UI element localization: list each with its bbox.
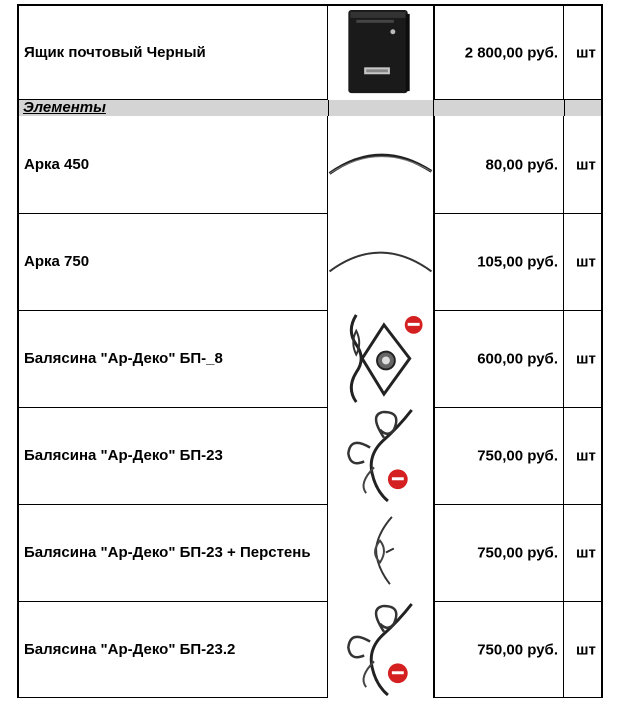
product-name: Арка 750 [24,253,90,270]
unit-cell [564,408,603,505]
product-name-cell [17,116,328,214]
product-image-cell [328,602,433,698]
product-unit: шт [576,544,596,562]
unit-cell [564,505,603,602]
product-image-cell [328,408,433,505]
product-unit: шт [576,253,596,271]
product-price: 750,00 руб. [477,544,558,562]
product-unit: шт [576,44,596,61]
product-name: Ящик почтовый Черный [24,43,206,61]
product-image-cell [328,6,433,100]
product-name: Арка 450 [24,155,90,173]
section-header [17,100,603,116]
product-image-cell [328,214,433,311]
table-row [17,116,603,214]
price-cell [433,505,564,602]
price-cell [433,116,564,214]
product-name-cell [17,408,328,505]
baluster-image [328,408,433,504]
product-name-cell [17,311,328,408]
product-image-cell [328,116,433,214]
product-price: 80,00 руб. [485,156,558,173]
product-unit: шт [576,447,596,465]
product-unit: шт [576,641,596,658]
product-name-cell [17,602,328,698]
product-price: 750,00 руб. [477,447,558,465]
price-cell [433,311,564,408]
price-cell [433,214,564,311]
product-image-cell [328,311,433,408]
product-price: 750,00 руб. [477,641,558,658]
arc-image [328,214,433,310]
arc-image [328,116,433,213]
unit-cell [564,602,603,698]
unit-cell [564,116,603,214]
product-name-cell [17,6,328,100]
table-row [17,408,603,505]
mailbox-image [328,6,433,99]
product-name: Балясина "Ар-Деко" БП-_8 [24,350,223,367]
product-name-cell [17,214,328,311]
table-row [17,602,603,698]
section-title: Элементы [23,99,106,116]
table-row [17,311,603,408]
product-price: 600,00 руб. [477,350,558,368]
price-cell [433,6,564,100]
baluster-image [328,311,433,407]
baluster-image [328,602,433,697]
table-row [17,505,603,602]
product-name: Балясина "Ар-Деко" БП-23 [24,447,223,464]
product-price: 2 800,00 руб. [464,44,558,61]
product-unit: шт [576,156,596,173]
unit-cell [564,214,603,311]
product-name-cell [17,505,328,602]
product-name: Балясина "Ар-Деко" БП-23.2 [24,640,236,658]
price-cell [433,408,564,505]
unit-cell [564,6,603,100]
product-price: 105,00 руб. [477,253,558,271]
unit-cell [564,311,603,408]
product-unit: шт [576,350,596,368]
product-image-cell [328,505,433,602]
product-name: Балясина "Ар-Деко" БП-23 + Перстень [24,544,311,561]
baluster-image [328,505,433,601]
table-row [17,4,603,100]
price-cell [433,602,564,698]
table-row [17,214,603,311]
